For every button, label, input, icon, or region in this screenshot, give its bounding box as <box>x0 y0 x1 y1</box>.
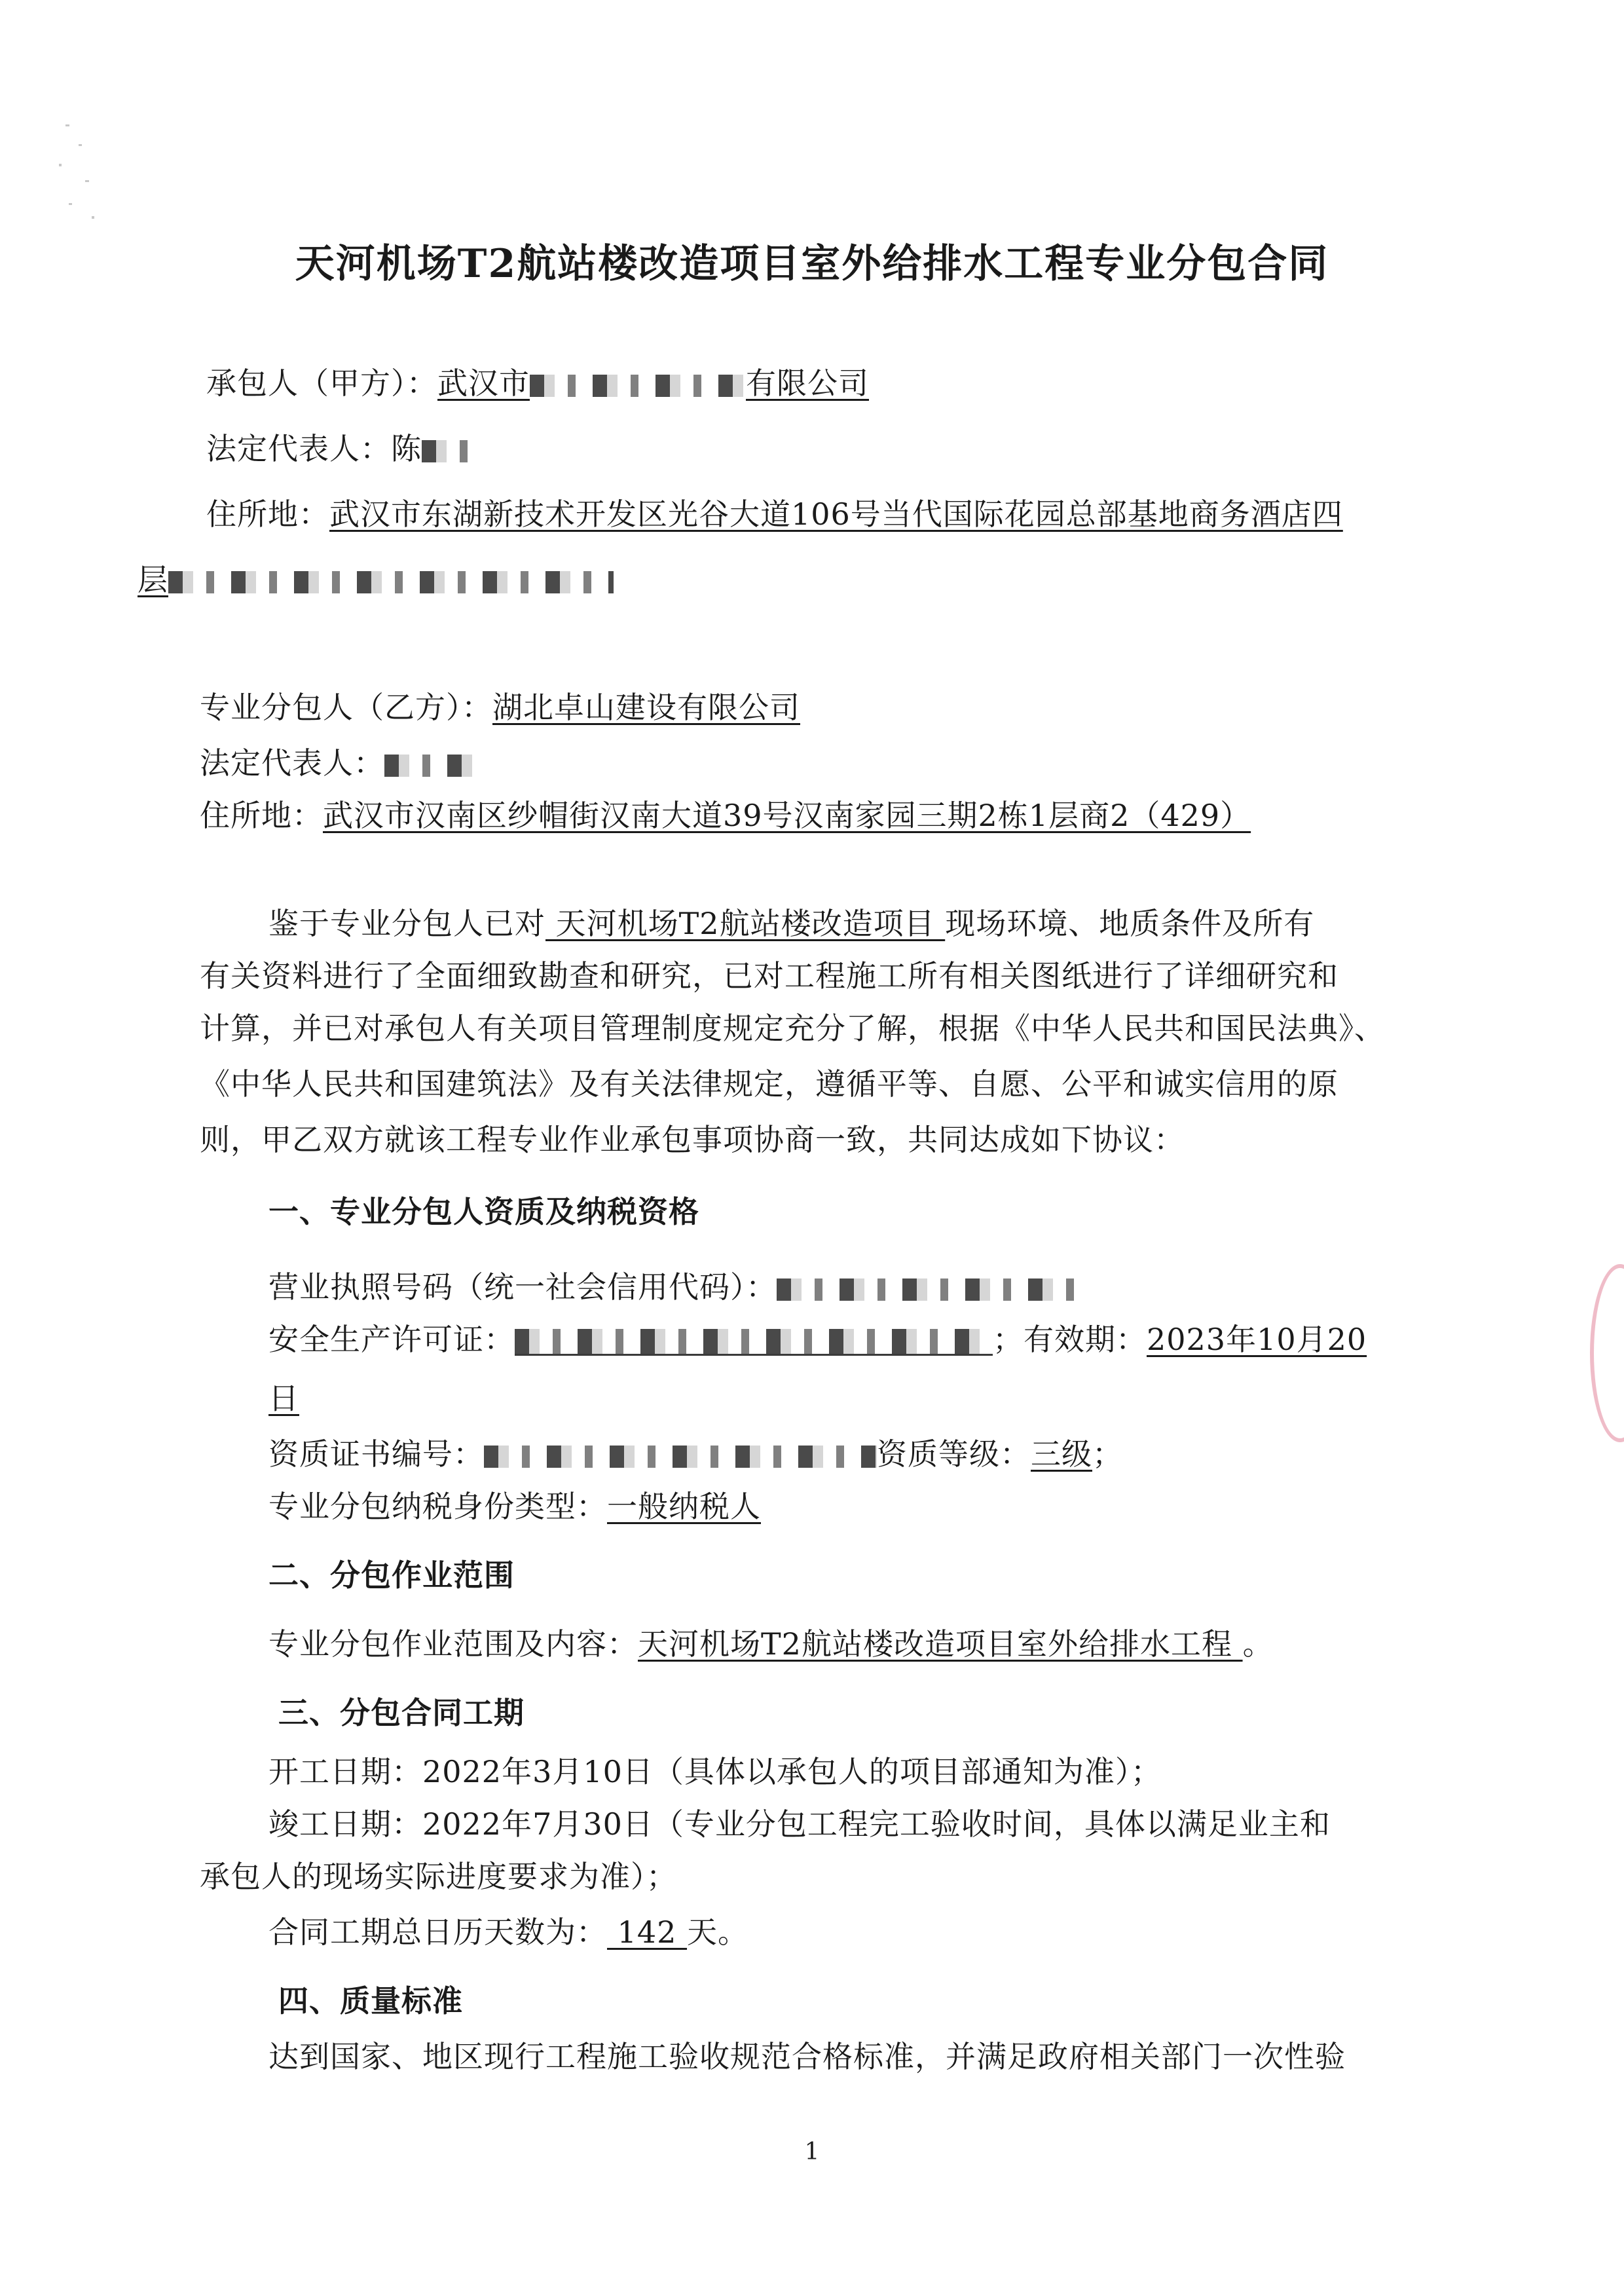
tax-label: 专业分包纳税身份类型： <box>268 1489 607 1524</box>
license-label: 营业执照号码（统一社会信用代码）： <box>268 1269 777 1305</box>
tax-value: 一般纳税人 <box>607 1489 761 1524</box>
party-b-address: 武汉市汉南区纱帽街汉南大道39号汉南家园三期2栋1层商2（429） <box>323 798 1251 833</box>
party-b-label: 专业分包人（乙方）： <box>200 690 492 725</box>
duration-line: 合同工期总日历天数为： 142 天。 <box>268 1914 749 1950</box>
party-a-rep-name: 陈 <box>391 431 422 466</box>
start-date-line: 开工日期：2022年3月10日（具体以承包人的项目部通知为准）； <box>268 1754 1162 1789</box>
redacted-block <box>484 1446 877 1468</box>
safety-permit-line-2: 日 <box>268 1381 299 1416</box>
redacted-block <box>777 1278 1091 1301</box>
party-b-address-label: 住所地： <box>200 798 323 833</box>
safety-permit-line: 安全生产许可证： ；有效期：2023年10月20 <box>268 1322 1367 1357</box>
scan-artifact-marks <box>46 118 118 236</box>
preamble-line-1: 鉴于专业分包人已对 天河机场T2航站楼改造项目 现场环境、地质条件及所有 <box>268 906 1315 941</box>
scope-label: 专业分包作业范围及内容： <box>268 1626 638 1662</box>
section-3-heading: 三、分包合同工期 <box>278 1695 525 1730</box>
party-b-line <box>200 688 800 727</box>
party-a-name: 武汉市 有限公司 <box>437 365 869 401</box>
redacted-block <box>530 375 746 397</box>
redacted-block <box>384 755 483 777</box>
section-2-heading: 二、分包作业范围 <box>268 1558 515 1593</box>
quality-line: 达到国家、地区现行工程施工验收规范合格标准，并满足政府相关部门一次性验 <box>268 2039 1346 2074</box>
party-a-rep-label: 法定代表人： <box>206 431 391 466</box>
page-number: 1 <box>804 2138 820 2165</box>
party-a-address-line1 <box>206 494 1343 534</box>
preamble-project: 天河机场T2航站楼改造项目 <box>545 906 946 941</box>
grade-value: 三级 <box>1031 1436 1092 1472</box>
party-a-address-label: 住所地： <box>206 496 329 532</box>
duration-value: 142 <box>607 1914 688 1950</box>
party-a-label: 承包人（甲方）： <box>206 365 437 401</box>
redacted-block <box>422 440 474 462</box>
preamble-line-3: 计算，并已对承包人有关项目管理制度规定充分了解，根据《中华人民共和国民法典》、 <box>200 1011 1385 1046</box>
section-4-heading: 四、质量标准 <box>278 1983 463 2019</box>
license-line <box>268 1267 1091 1307</box>
section-1-heading: 一、专业分包人资质及纳税资格 <box>268 1194 699 1229</box>
redacted-block <box>515 1329 993 1356</box>
cert-label: 资质证书编号： <box>268 1436 484 1472</box>
safety-permit-valid: 2023年10月20 <box>1147 1322 1367 1357</box>
end-date-line: 竣工日期：2022年7月30日（专业分包工程完工验收时间，具体以满足业主和 <box>268 1806 1331 1842</box>
party-b-name: 湖北卓山建设有限公司 <box>492 690 800 725</box>
redacted-block <box>168 571 614 593</box>
duration-label: 合同工期总日历天数为： <box>268 1914 607 1950</box>
preamble-line-2: 有关资料进行了全面细致勘查和研究，已对工程施工所有相关图纸进行了详细研究和 <box>200 958 1338 994</box>
party-b-rep-label: 法定代表人： <box>200 745 384 781</box>
scope-line: 专业分包作业范围及内容：天河机场T2航站楼改造项目室外给排水工程 。 <box>268 1626 1274 1662</box>
party-a-line <box>206 364 869 403</box>
qualification-line: 资质证书编号： 资质等级：三级； <box>268 1436 1123 1472</box>
tax-line <box>268 1487 761 1526</box>
preamble-line-4: 《中华人民共和国建筑法》及有关法律规定，遵循平等、自愿、公平和诚实信用的原 <box>200 1066 1338 1102</box>
scope-value: 天河机场T2航站楼改造项目室外给排水工程 <box>638 1626 1243 1662</box>
party-b-address-line <box>200 796 1251 835</box>
seal-stamp-edge <box>1590 1264 1624 1442</box>
party-a-address: 武汉市东湖新技术开发区光谷大道106号当代国际花园总部基地商务酒店四 <box>329 496 1343 532</box>
safety-permit-label: 安全生产许可证： <box>268 1322 515 1357</box>
party-a-address-line2: 层 <box>138 560 614 599</box>
grade-label: 资质等级： <box>877 1436 1031 1472</box>
party-b-rep-line <box>200 743 483 783</box>
party-a-rep-line <box>206 429 474 468</box>
document-title: 天河机场T2航站楼改造项目室外给排水工程专业分包合同 <box>295 241 1329 287</box>
preamble-line-5: 则，甲乙双方就该工程专业作业承包事项协商一致，共同达成如下协议： <box>200 1122 1185 1157</box>
end-date-line-2: 承包人的现场实际进度要求为准）； <box>200 1859 677 1894</box>
